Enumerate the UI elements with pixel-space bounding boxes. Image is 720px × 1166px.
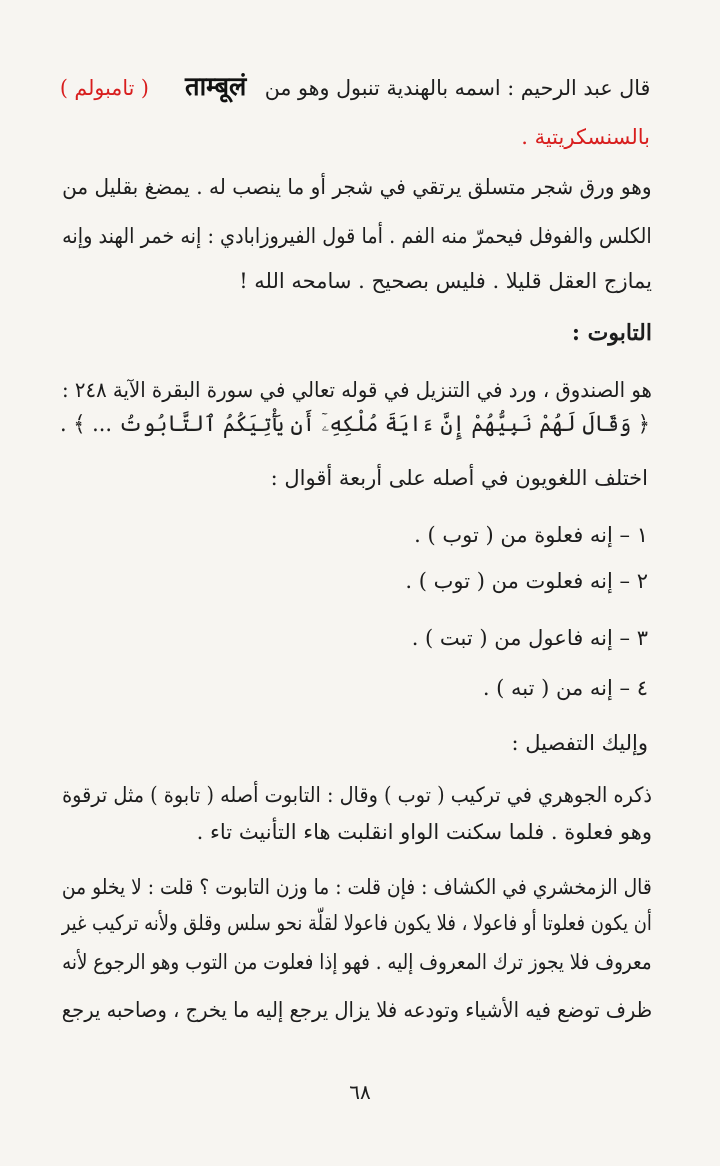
paragraph-2-line-1: هو الصندوق ، ورد في التنزيل في قوله تعالي في سورة البقرة الآية ٢٤٨ : [62,378,652,402]
note-line-2: بالسنسكريتية . [521,125,650,149]
paragraph-5-line-4: ظرف توضع فيه الأشياء وتودعه فلا يزال يرجع إليه ما يخرج ، وصاحبه يرجع [61,998,652,1022]
paragraph-1-line-3: يمازج العقل قليلا . فليس بصحيح . سامحه الله ! [239,269,652,293]
opinions-intro: اختلف اللغويون في أصله على أربعة أقوال : [270,466,648,490]
paragraph-1-line-1: وهو ورق شجر متسلق يرتقي في شجر أو ما ينصب له . يمضغ بقليل من [62,175,652,199]
paragraph-5-line-3: معروف فلا يجوز ترك المعروف إليه . فهو إذا فعلوت من التوب وهو الرجوع لأنه [62,950,652,974]
opinion-item-2: ٢ – إنه فعلوت من ( توب ) . [405,569,648,593]
quran-verse: ﴿ وَقَالَ لَهُمْ نَبِيُّهُمْ إِنَّ ءَايَةَ مُلْكِهِۦٓ أَن يَأْتِيَكُمُ ٱلتَّابُوتُ ... ﴾ . [60,412,650,437]
paragraph-4-line-1: ذكره الجوهري في تركيب ( توب ) وقال : التابوت أصله ( تابوة ) مثل ترقوة [62,783,652,807]
transliteration-red: ( تامبولم ) [59,76,149,100]
opinion-item-1: ١ – إنه فعلوة من ( توب ) . [414,523,648,547]
paragraph-5-line-2: أن يكون فعلوتا أو فاعولا ، فلا يكون فاعولا لقلّة نحو سلس وقلق ولأنه تركيب غير [61,911,652,935]
devanagari-word: ताम्बूलं [184,72,246,102]
note-prefix: قال عبد الرحيم : اسمه بالهندية تنبول وهو من [264,76,650,100]
paragraph-1-line-2: الكلس والفوفل فيحمرّ منه الفم . أما قول الفيروزابادي : إنه خمر الهند وإنه [62,224,652,248]
opinion-item-4: ٤ – إنه من ( تبه ) . [482,676,648,700]
note-line-1 [59,72,650,103]
paragraph-4-line-2: وهو فعلوة . فلما سكنت الواو انقلبت هاء التأنيث تاء . [196,820,652,844]
paragraph-5-line-1: قال الزمخشري في الكشاف : فإن قلت : ما وزن التابوت ؟ قلت : لا يخلو من [62,875,652,899]
opinion-item-3: ٣ – إنه فاعول من ( تبت ) . [411,626,648,650]
section-heading-tabut: التابوت : [571,320,652,346]
page-number: ٦٨ [349,1080,371,1104]
detail-heading: وإليك التفصيل : [511,731,648,755]
